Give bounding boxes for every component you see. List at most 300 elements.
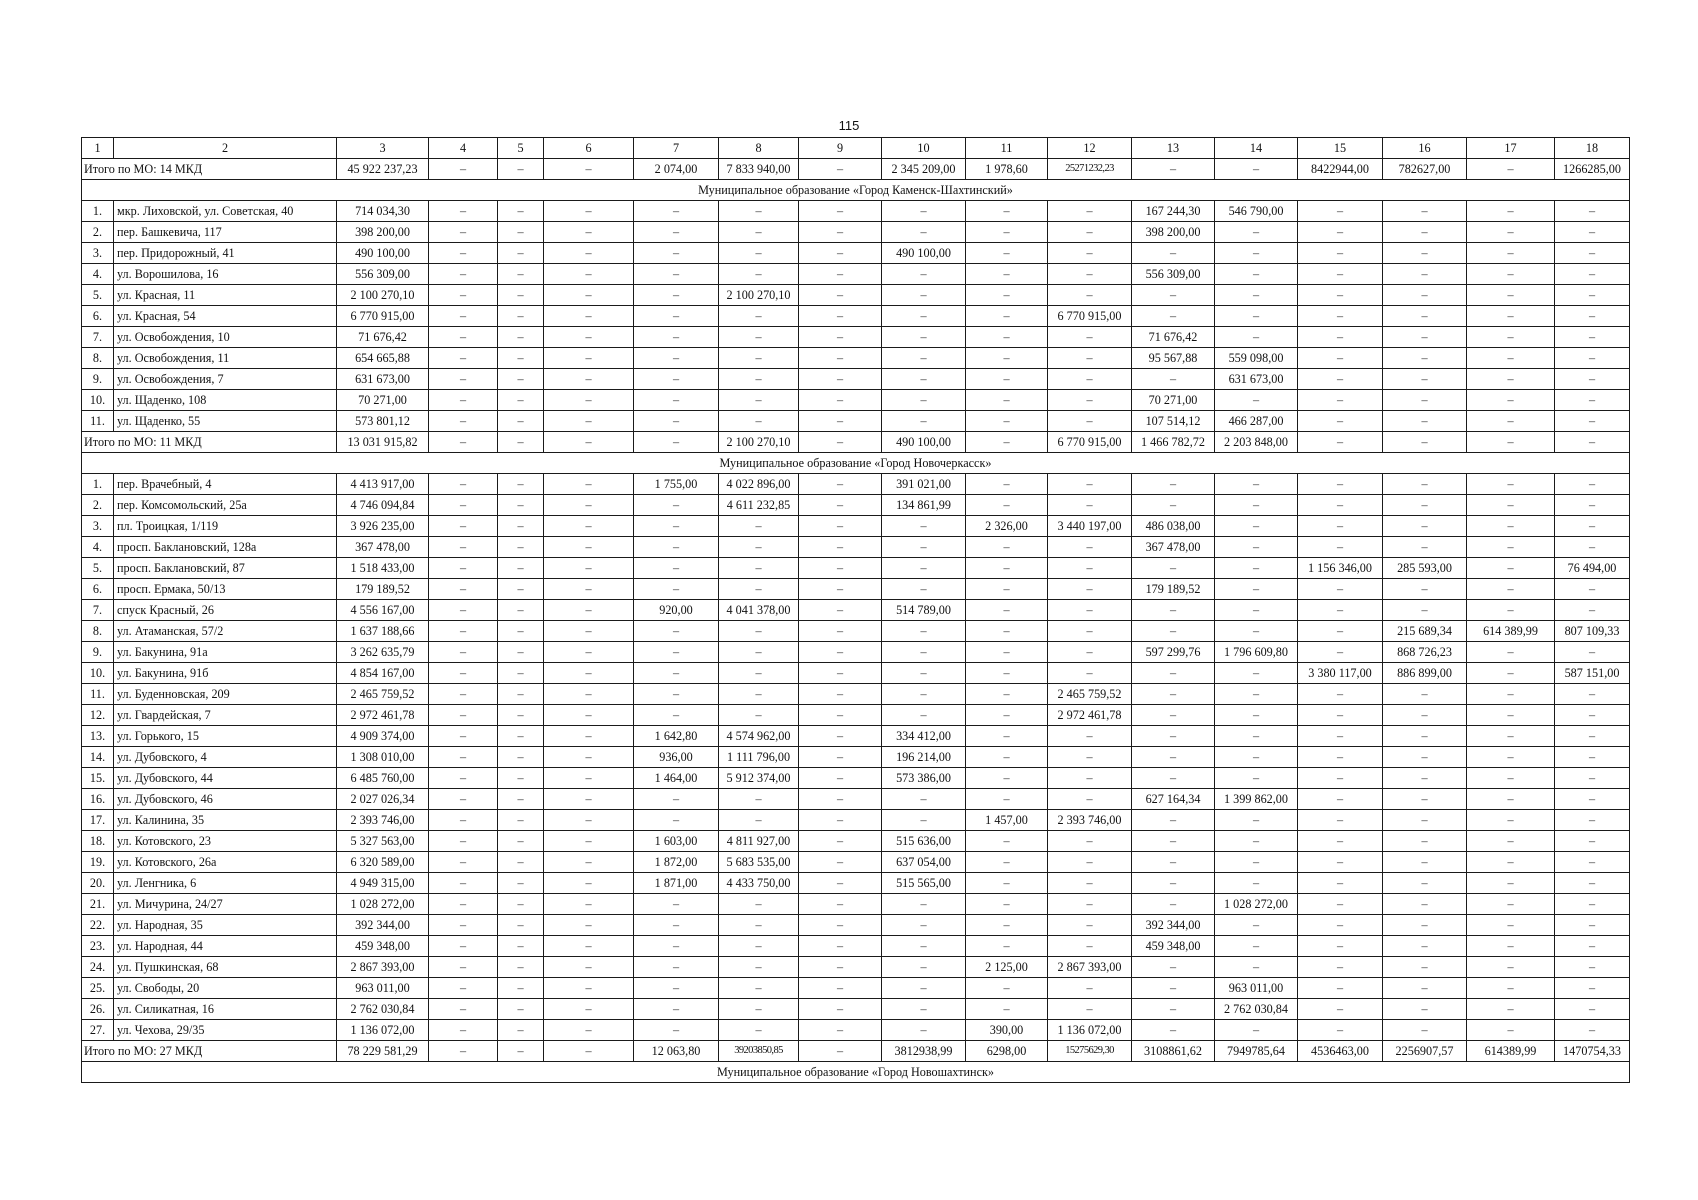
- table-row: [82, 852, 1630, 873]
- value-cell-col-13: –: [1132, 663, 1215, 684]
- address-cell: ул. Бакунина, 91а: [114, 642, 337, 663]
- address-cell: ул. Освобождения, 7: [114, 369, 337, 390]
- value-cell-col-6: –: [544, 873, 634, 894]
- value-cell-col-9: –: [799, 558, 882, 579]
- value-cell-col-9: –: [799, 873, 882, 894]
- value-cell-col-7: –: [634, 810, 719, 831]
- value-cell-col-6: –: [544, 831, 634, 852]
- value-cell-col-14: –: [1215, 810, 1298, 831]
- address-cell: ул. Щаденко, 55: [114, 411, 337, 432]
- value-cell-col-14: –: [1215, 285, 1298, 306]
- value-cell-col-17: –: [1467, 684, 1555, 705]
- value-cell-col-15: –: [1298, 474, 1383, 495]
- value-cell-col-4: –: [429, 810, 498, 831]
- value-cell-col-14: –: [1215, 936, 1298, 957]
- address-cell: пер. Придорожный, 41: [114, 243, 337, 264]
- value-cell-col-12: –: [1048, 852, 1132, 873]
- table-row: [82, 999, 1630, 1020]
- value-cell-col-6: –: [544, 411, 634, 432]
- value-cell-col-14: –: [1215, 705, 1298, 726]
- value-cell-col-15: –: [1298, 999, 1383, 1020]
- value-cell-col-4: –: [429, 201, 498, 222]
- address-cell: ул. Освобождения, 11: [114, 348, 337, 369]
- value-cell-col-15: –: [1298, 264, 1383, 285]
- value-cell-col-12: 15275629,30: [1048, 1041, 1132, 1062]
- column-number-2: 2: [114, 138, 337, 159]
- value-cell-col-14: –: [1215, 159, 1298, 180]
- value-cell-col-12: –: [1048, 327, 1132, 348]
- value-cell-col-12: 2 465 759,52: [1048, 684, 1132, 705]
- address-cell: ул. Дубовского, 46: [114, 789, 337, 810]
- value-cell-col-8: 2 100 270,10: [719, 432, 799, 453]
- value-cell-col-6: –: [544, 285, 634, 306]
- value-cell-col-17: –: [1467, 915, 1555, 936]
- value-cell-col-8: –: [719, 222, 799, 243]
- row-number: 5.: [82, 285, 114, 306]
- value-cell-col-9: –: [799, 222, 882, 243]
- value-cell-col-16: –: [1383, 348, 1467, 369]
- value-cell-col-18: –: [1555, 642, 1630, 663]
- table-row: [82, 642, 1630, 663]
- value-cell-col-4: –: [429, 537, 498, 558]
- value-cell-col-17: –: [1467, 390, 1555, 411]
- value-cell-col-15: –: [1298, 957, 1383, 978]
- row-number: 9.: [82, 369, 114, 390]
- value-cell-col-8: –: [719, 579, 799, 600]
- row-number: 9.: [82, 642, 114, 663]
- value-cell-col-10: –: [882, 201, 966, 222]
- value-cell-col-13: 556 309,00: [1132, 264, 1215, 285]
- value-cell-col-3: 367 478,00: [337, 537, 429, 558]
- value-cell-col-3: 6 320 589,00: [337, 852, 429, 873]
- value-cell-col-8: –: [719, 915, 799, 936]
- value-cell-col-12: –: [1048, 621, 1132, 642]
- value-cell-col-8: 4 574 962,00: [719, 726, 799, 747]
- value-cell-col-11: –: [966, 999, 1048, 1020]
- value-cell-col-3: 2 393 746,00: [337, 810, 429, 831]
- value-cell-col-9: –: [799, 243, 882, 264]
- row-number: 10.: [82, 663, 114, 684]
- value-cell-col-5: –: [498, 390, 544, 411]
- value-cell-col-8: 39203850,85: [719, 1041, 799, 1062]
- row-number: 23.: [82, 936, 114, 957]
- value-cell-col-17: –: [1467, 411, 1555, 432]
- value-cell-col-8: 5 683 535,00: [719, 852, 799, 873]
- value-cell-col-15: –: [1298, 705, 1383, 726]
- value-cell-col-15: –: [1298, 285, 1383, 306]
- value-cell-col-12: 1 136 072,00: [1048, 1020, 1132, 1041]
- value-cell-col-14: –: [1215, 222, 1298, 243]
- value-cell-col-8: 4 611 232,85: [719, 495, 799, 516]
- value-cell-col-18: –: [1555, 579, 1630, 600]
- value-cell-col-7: 1 603,00: [634, 831, 719, 852]
- value-cell-col-10: –: [882, 348, 966, 369]
- row-number: 20.: [82, 873, 114, 894]
- address-cell: пер. Башкевича, 117: [114, 222, 337, 243]
- value-cell-col-10: –: [882, 978, 966, 999]
- address-cell: ул. Красная, 54: [114, 306, 337, 327]
- row-number: 25.: [82, 978, 114, 999]
- value-cell-col-5: –: [498, 999, 544, 1020]
- value-cell-col-12: –: [1048, 789, 1132, 810]
- value-cell-col-10: –: [882, 222, 966, 243]
- value-cell-col-13: 95 567,88: [1132, 348, 1215, 369]
- value-cell-col-13: –: [1132, 474, 1215, 495]
- value-cell-col-13: –: [1132, 978, 1215, 999]
- value-cell-col-16: –: [1383, 390, 1467, 411]
- value-cell-col-17: –: [1467, 432, 1555, 453]
- table-row: [82, 705, 1630, 726]
- value-cell-col-11: –: [966, 411, 1048, 432]
- value-cell-col-11: –: [966, 264, 1048, 285]
- value-cell-col-18: –: [1555, 936, 1630, 957]
- value-cell-col-8: –: [719, 264, 799, 285]
- value-cell-col-3: 179 189,52: [337, 579, 429, 600]
- value-cell-col-7: 1 755,00: [634, 474, 719, 495]
- value-cell-col-11: –: [966, 978, 1048, 999]
- value-cell-col-6: –: [544, 600, 634, 621]
- value-cell-col-6: –: [544, 579, 634, 600]
- value-cell-col-9: –: [799, 894, 882, 915]
- value-cell-col-14: 963 011,00: [1215, 978, 1298, 999]
- row-number: 24.: [82, 957, 114, 978]
- value-cell-col-7: –: [634, 936, 719, 957]
- value-cell-col-5: –: [498, 789, 544, 810]
- value-cell-col-6: –: [544, 810, 634, 831]
- value-cell-col-14: –: [1215, 726, 1298, 747]
- value-cell-col-6: –: [544, 537, 634, 558]
- value-cell-col-10: 134 861,99: [882, 495, 966, 516]
- value-cell-col-5: –: [498, 222, 544, 243]
- address-cell: пер. Врачебный, 4: [114, 474, 337, 495]
- value-cell-col-5: –: [498, 915, 544, 936]
- value-cell-col-18: –: [1555, 873, 1630, 894]
- value-cell-col-5: –: [498, 411, 544, 432]
- value-cell-col-6: –: [544, 642, 634, 663]
- value-cell-col-9: –: [799, 621, 882, 642]
- row-number: 3.: [82, 243, 114, 264]
- value-cell-col-14: 1 796 609,80: [1215, 642, 1298, 663]
- value-cell-col-17: –: [1467, 663, 1555, 684]
- value-cell-col-17: –: [1467, 1020, 1555, 1041]
- value-cell-col-16: –: [1383, 747, 1467, 768]
- value-cell-col-16: –: [1383, 852, 1467, 873]
- table-row: [82, 495, 1630, 516]
- value-cell-col-3: 1 308 010,00: [337, 747, 429, 768]
- value-cell-col-18: –: [1555, 726, 1630, 747]
- value-cell-col-12: –: [1048, 285, 1132, 306]
- value-cell-col-3: 4 854 167,00: [337, 663, 429, 684]
- address-cell: ул. Мичурина, 24/27: [114, 894, 337, 915]
- value-cell-col-3: 70 271,00: [337, 390, 429, 411]
- value-cell-col-8: –: [719, 411, 799, 432]
- value-cell-col-6: –: [544, 432, 634, 453]
- value-cell-col-18: –: [1555, 243, 1630, 264]
- value-cell-col-13: 107 514,12: [1132, 411, 1215, 432]
- table-row: [82, 747, 1630, 768]
- value-cell-col-5: –: [498, 369, 544, 390]
- value-cell-col-12: –: [1048, 369, 1132, 390]
- value-cell-col-5: –: [498, 810, 544, 831]
- value-cell-col-4: –: [429, 222, 498, 243]
- value-cell-col-12: –: [1048, 264, 1132, 285]
- value-cell-col-13: –: [1132, 768, 1215, 789]
- value-cell-col-7: –: [634, 957, 719, 978]
- value-cell-col-10: –: [882, 915, 966, 936]
- value-cell-col-11: –: [966, 390, 1048, 411]
- value-cell-col-15: –: [1298, 726, 1383, 747]
- value-cell-col-13: –: [1132, 243, 1215, 264]
- value-cell-col-16: –: [1383, 369, 1467, 390]
- value-cell-col-7: –: [634, 432, 719, 453]
- value-cell-col-13: 398 200,00: [1132, 222, 1215, 243]
- value-cell-col-9: –: [799, 789, 882, 810]
- value-cell-col-7: 936,00: [634, 747, 719, 768]
- value-cell-col-15: –: [1298, 1020, 1383, 1041]
- value-cell-col-11: –: [966, 789, 1048, 810]
- value-cell-col-14: –: [1215, 516, 1298, 537]
- value-cell-col-15: 8422944,00: [1298, 159, 1383, 180]
- value-cell-col-11: 1 978,60: [966, 159, 1048, 180]
- value-cell-col-16: –: [1383, 978, 1467, 999]
- table-row: [82, 831, 1630, 852]
- value-cell-col-16: –: [1383, 1020, 1467, 1041]
- value-cell-col-14: 2 762 030,84: [1215, 999, 1298, 1020]
- value-cell-col-6: –: [544, 306, 634, 327]
- value-cell-col-6: –: [544, 852, 634, 873]
- table-row: [82, 579, 1630, 600]
- value-cell-col-13: –: [1132, 621, 1215, 642]
- value-cell-col-5: –: [498, 243, 544, 264]
- value-cell-col-14: 7949785,64: [1215, 1041, 1298, 1062]
- table-row: [82, 264, 1630, 285]
- value-cell-col-15: –: [1298, 831, 1383, 852]
- value-cell-col-14: –: [1215, 537, 1298, 558]
- value-cell-col-6: –: [544, 369, 634, 390]
- value-cell-col-18: –: [1555, 684, 1630, 705]
- value-cell-col-9: –: [799, 642, 882, 663]
- value-cell-col-8: –: [719, 306, 799, 327]
- row-number: 7.: [82, 600, 114, 621]
- value-cell-col-7: 1 464,00: [634, 768, 719, 789]
- value-cell-col-9: –: [799, 726, 882, 747]
- column-number-header-row: [82, 138, 1630, 159]
- value-cell-col-3: 5 327 563,00: [337, 831, 429, 852]
- value-cell-col-13: 627 164,34: [1132, 789, 1215, 810]
- value-cell-col-10: –: [882, 663, 966, 684]
- address-cell: пл. Троицкая, 1/119: [114, 516, 337, 537]
- value-cell-col-7: 1 871,00: [634, 873, 719, 894]
- value-cell-col-5: –: [498, 957, 544, 978]
- value-cell-col-9: –: [799, 684, 882, 705]
- value-cell-col-14: –: [1215, 306, 1298, 327]
- value-cell-col-5: –: [498, 432, 544, 453]
- value-cell-col-8: –: [719, 1020, 799, 1041]
- value-cell-col-15: –: [1298, 600, 1383, 621]
- value-cell-col-10: 514 789,00: [882, 600, 966, 621]
- value-cell-col-6: –: [544, 957, 634, 978]
- column-number-8: 8: [719, 138, 799, 159]
- value-cell-col-16: –: [1383, 264, 1467, 285]
- address-cell: ул. Котовского, 23: [114, 831, 337, 852]
- value-cell-col-7: –: [634, 558, 719, 579]
- value-cell-col-17: –: [1467, 768, 1555, 789]
- value-cell-col-8: –: [719, 663, 799, 684]
- value-cell-col-8: –: [719, 936, 799, 957]
- value-cell-col-9: –: [799, 369, 882, 390]
- value-cell-col-11: –: [966, 285, 1048, 306]
- table-row: [82, 810, 1630, 831]
- value-cell-col-4: –: [429, 915, 498, 936]
- value-cell-col-3: 4 746 094,84: [337, 495, 429, 516]
- column-number-4: 4: [429, 138, 498, 159]
- value-cell-col-12: 2 393 746,00: [1048, 810, 1132, 831]
- value-cell-col-6: –: [544, 894, 634, 915]
- value-cell-col-12: –: [1048, 999, 1132, 1020]
- value-cell-col-9: –: [799, 264, 882, 285]
- row-number: 11.: [82, 411, 114, 432]
- value-cell-col-14: –: [1215, 663, 1298, 684]
- value-cell-col-7: 1 872,00: [634, 852, 719, 873]
- value-cell-col-10: –: [882, 285, 966, 306]
- value-cell-col-12: –: [1048, 873, 1132, 894]
- value-cell-col-14: 1 028 272,00: [1215, 894, 1298, 915]
- value-cell-col-16: –: [1383, 327, 1467, 348]
- value-cell-col-4: –: [429, 159, 498, 180]
- value-cell-col-9: –: [799, 600, 882, 621]
- value-cell-col-13: –: [1132, 285, 1215, 306]
- value-cell-col-4: –: [429, 726, 498, 747]
- value-cell-col-18: –: [1555, 516, 1630, 537]
- value-cell-col-4: –: [429, 642, 498, 663]
- table-row: [82, 726, 1630, 747]
- value-cell-col-8: –: [719, 621, 799, 642]
- value-cell-col-17: 614 389,99: [1467, 621, 1555, 642]
- value-cell-col-11: –: [966, 936, 1048, 957]
- value-cell-col-12: 2 867 393,00: [1048, 957, 1132, 978]
- value-cell-col-7: –: [634, 264, 719, 285]
- value-cell-col-4: –: [429, 390, 498, 411]
- value-cell-col-17: –: [1467, 222, 1555, 243]
- value-cell-col-4: –: [429, 663, 498, 684]
- row-number: 22.: [82, 915, 114, 936]
- row-number: 17.: [82, 810, 114, 831]
- table-row: [82, 243, 1630, 264]
- value-cell-col-11: –: [966, 348, 1048, 369]
- value-cell-col-10: –: [882, 537, 966, 558]
- value-cell-col-11: –: [966, 537, 1048, 558]
- value-cell-col-11: –: [966, 579, 1048, 600]
- value-cell-col-8: –: [719, 642, 799, 663]
- value-cell-col-4: –: [429, 411, 498, 432]
- value-cell-col-3: 392 344,00: [337, 915, 429, 936]
- value-cell-col-15: –: [1298, 243, 1383, 264]
- value-cell-col-15: –: [1298, 936, 1383, 957]
- value-cell-col-11: –: [966, 201, 1048, 222]
- value-cell-col-4: –: [429, 747, 498, 768]
- value-cell-col-11: –: [966, 495, 1048, 516]
- value-cell-col-18: –: [1555, 432, 1630, 453]
- value-cell-col-4: –: [429, 432, 498, 453]
- value-cell-col-17: –: [1467, 600, 1555, 621]
- value-cell-col-13: –: [1132, 852, 1215, 873]
- value-cell-col-10: –: [882, 642, 966, 663]
- value-cell-col-7: –: [634, 1020, 719, 1041]
- value-cell-col-17: –: [1467, 999, 1555, 1020]
- row-number: 10.: [82, 390, 114, 411]
- value-cell-col-15: –: [1298, 915, 1383, 936]
- value-cell-col-8: –: [719, 516, 799, 537]
- value-cell-col-10: 515 565,00: [882, 873, 966, 894]
- section-header-row: [82, 180, 1630, 201]
- value-cell-col-15: –: [1298, 327, 1383, 348]
- value-cell-col-5: –: [498, 579, 544, 600]
- table-row: [82, 537, 1630, 558]
- address-cell: ул. Красная, 11: [114, 285, 337, 306]
- value-cell-col-11: –: [966, 474, 1048, 495]
- value-cell-col-15: –: [1298, 579, 1383, 600]
- value-cell-col-9: –: [799, 747, 882, 768]
- value-cell-col-6: –: [544, 768, 634, 789]
- value-cell-col-16: –: [1383, 411, 1467, 432]
- row-number: 3.: [82, 516, 114, 537]
- value-cell-col-4: –: [429, 621, 498, 642]
- column-number-18: 18: [1555, 138, 1630, 159]
- value-cell-col-12: –: [1048, 201, 1132, 222]
- value-cell-col-13: –: [1132, 873, 1215, 894]
- row-number: 1.: [82, 201, 114, 222]
- value-cell-col-7: –: [634, 201, 719, 222]
- address-cell: ул. Дубовского, 44: [114, 768, 337, 789]
- value-cell-col-12: –: [1048, 747, 1132, 768]
- value-cell-col-3: 2 027 026,34: [337, 789, 429, 810]
- row-number: 8.: [82, 621, 114, 642]
- value-cell-col-15: –: [1298, 369, 1383, 390]
- value-cell-col-18: –: [1555, 390, 1630, 411]
- value-cell-col-17: –: [1467, 747, 1555, 768]
- value-cell-col-18: –: [1555, 789, 1630, 810]
- value-cell-col-12: 6 770 915,00: [1048, 306, 1132, 327]
- value-cell-col-13: 486 038,00: [1132, 516, 1215, 537]
- value-cell-col-16: –: [1383, 306, 1467, 327]
- value-cell-col-8: 2 100 270,10: [719, 285, 799, 306]
- value-cell-col-18: –: [1555, 201, 1630, 222]
- value-cell-col-8: –: [719, 348, 799, 369]
- value-cell-col-5: –: [498, 1020, 544, 1041]
- value-cell-col-8: –: [719, 390, 799, 411]
- value-cell-col-5: –: [498, 831, 544, 852]
- value-cell-col-7: –: [634, 495, 719, 516]
- value-cell-col-5: –: [498, 537, 544, 558]
- column-number-17: 17: [1467, 138, 1555, 159]
- address-cell: ул. Ленгника, 6: [114, 873, 337, 894]
- value-cell-col-18: –: [1555, 306, 1630, 327]
- value-cell-col-7: –: [634, 642, 719, 663]
- value-cell-col-10: 515 636,00: [882, 831, 966, 852]
- value-cell-col-15: –: [1298, 222, 1383, 243]
- value-cell-col-5: –: [498, 495, 544, 516]
- value-cell-col-10: –: [882, 369, 966, 390]
- value-cell-col-16: –: [1383, 432, 1467, 453]
- value-cell-col-13: –: [1132, 1020, 1215, 1041]
- value-cell-col-6: –: [544, 705, 634, 726]
- value-cell-col-17: –: [1467, 285, 1555, 306]
- address-cell: ул. Ворошилова, 16: [114, 264, 337, 285]
- value-cell-col-13: 70 271,00: [1132, 390, 1215, 411]
- value-cell-col-4: –: [429, 558, 498, 579]
- value-cell-col-3: 2 972 461,78: [337, 705, 429, 726]
- value-cell-col-17: –: [1467, 726, 1555, 747]
